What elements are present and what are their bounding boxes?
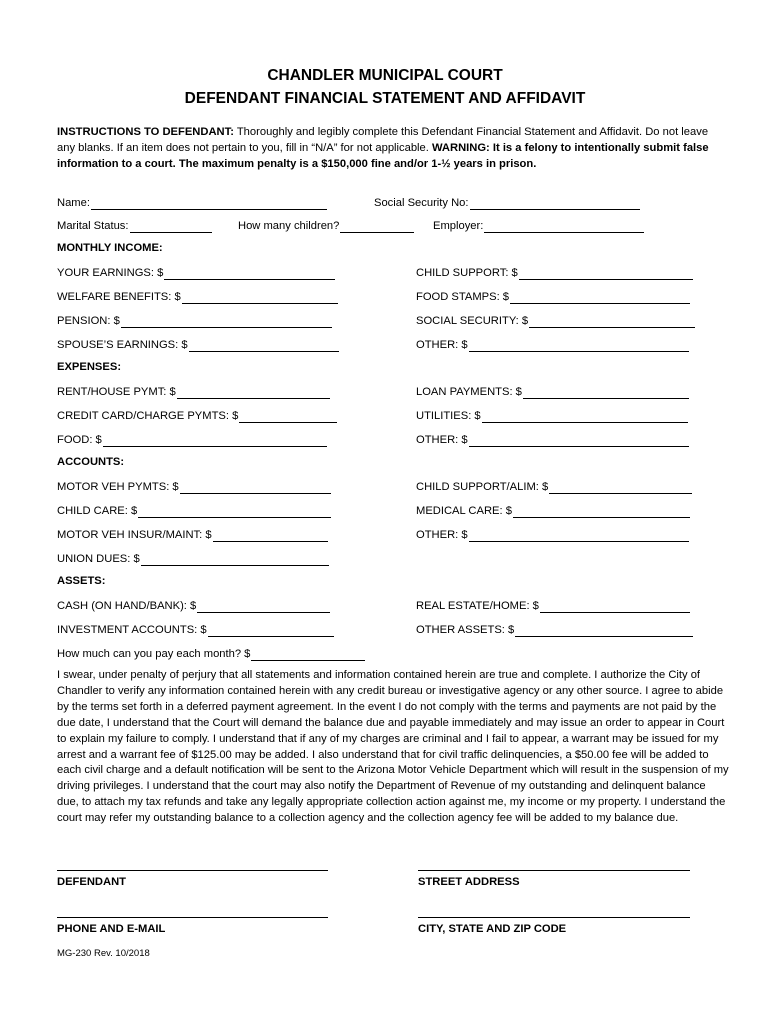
- account-other-label: OTHER: $: [416, 529, 468, 541]
- expense-rent-row: [57, 385, 330, 399]
- city-state-zip-line[interactable]: [418, 917, 690, 918]
- motor-insur-label: MOTOR VEH INSUR/MAINT: $: [57, 529, 212, 541]
- child-support-label: CHILD SUPPORT: $: [416, 267, 518, 279]
- earnings-label: YOUR EARNINGS: $: [57, 267, 164, 279]
- section-assets: ASSETS:: [57, 575, 106, 587]
- union-label: UNION DUES: $: [57, 553, 140, 565]
- marital-label: Marital Status:: [57, 220, 129, 232]
- asset-investment-row: [57, 623, 334, 637]
- section-accounts: ACCOUNTS:: [57, 456, 125, 468]
- phone-email-label: PHONE AND E-MAIL: [57, 923, 166, 935]
- ssn-row: [374, 196, 640, 210]
- section-expenses: EXPENSES:: [57, 361, 122, 373]
- investment-label: INVESTMENT ACCOUNTS: $: [57, 624, 207, 636]
- account-medical-row: [416, 504, 690, 518]
- income-pension-row: [57, 314, 332, 328]
- loan-label: LOAN PAYMENTS: $: [416, 386, 522, 398]
- social-security-field[interactable]: [529, 316, 695, 328]
- child-care-field[interactable]: [138, 506, 331, 518]
- motor-pymts-label: MOTOR VEH PYMTS: $: [57, 481, 179, 493]
- instructions-text: Thoroughly and legibly complete this Defendant Financial Statement and Affidavit. Do not leave any blanks. If an item does not pertain to you, fill in “N/A” for not applicable.: [57, 126, 709, 154]
- form-number: MG-230 Rev. 10/2018: [57, 948, 150, 959]
- asset-cash-row: [57, 599, 330, 613]
- welfare-label: WELFARE BENEFITS: $: [57, 291, 181, 303]
- income-other-field[interactable]: [469, 340, 689, 352]
- loan-field[interactable]: [523, 387, 689, 399]
- pension-label: PENSION: $: [57, 315, 120, 327]
- payment-row: [57, 647, 365, 661]
- account-child-care-row: [57, 504, 331, 518]
- children-label: How many children?: [238, 220, 340, 232]
- street-address-line[interactable]: [418, 870, 690, 871]
- asset-real-estate-row: [416, 599, 690, 613]
- expense-other-field[interactable]: [469, 435, 689, 447]
- social-security-label: SOCIAL SECURITY: $: [416, 315, 529, 327]
- asset-other-field[interactable]: [515, 625, 693, 637]
- payment-field[interactable]: [251, 649, 365, 661]
- instructions: [57, 124, 727, 172]
- spouse-field[interactable]: [189, 340, 339, 352]
- pension-field[interactable]: [121, 316, 332, 328]
- expense-food-row: [57, 433, 327, 447]
- earnings-field[interactable]: [164, 268, 335, 280]
- expense-other-row: [416, 433, 689, 447]
- union-field[interactable]: [141, 554, 329, 566]
- income-other-row: [416, 338, 689, 352]
- ssn-label: Social Security No:: [374, 197, 469, 209]
- welfare-field[interactable]: [182, 292, 338, 304]
- city-state-zip-label: CITY, STATE AND ZIP CODE: [418, 923, 567, 935]
- real-estate-label: REAL ESTATE/HOME: $: [416, 600, 539, 612]
- medical-field[interactable]: [513, 506, 690, 518]
- income-spouse-row: [57, 338, 339, 352]
- child-alim-label: CHILD SUPPORT/ALIM: $: [416, 481, 549, 493]
- utilities-field[interactable]: [482, 411, 688, 423]
- investment-field[interactable]: [208, 625, 334, 637]
- income-food-stamps-row: [416, 290, 690, 304]
- income-welfare-row: [57, 290, 338, 304]
- children-row: [238, 219, 414, 233]
- defendant-signature-line[interactable]: [57, 870, 328, 871]
- child-support-field[interactable]: [519, 268, 693, 280]
- medical-label: MEDICAL CARE: $: [416, 505, 512, 517]
- child-alim-field[interactable]: [549, 482, 692, 494]
- employer-label: Employer:: [433, 220, 484, 232]
- food-stamps-field[interactable]: [510, 292, 690, 304]
- credit-label: CREDIT CARD/CHARGE PYMTS: $: [57, 410, 239, 422]
- employer-row: [433, 219, 644, 233]
- child-care-label: CHILD CARE: $: [57, 505, 138, 517]
- income-child-support-row: [416, 266, 693, 280]
- employer-field[interactable]: [484, 221, 644, 233]
- name-row: [57, 196, 327, 210]
- marital-row: [57, 219, 212, 233]
- name-label: Name:: [57, 197, 90, 209]
- income-other-label: OTHER: $: [416, 339, 468, 351]
- children-field[interactable]: [340, 221, 414, 233]
- expense-credit-row: [57, 409, 337, 423]
- court-title: CHANDLER MUNICIPAL COURT: [267, 67, 503, 84]
- warning-text: WARNING: It is a felony to intentionally submit false information to a court. The maximum penalty is a $150,000 fine and/or 1-½ years in prison.: [57, 142, 709, 170]
- food-field[interactable]: [103, 435, 327, 447]
- asset-other-row: [416, 623, 693, 637]
- rent-label: RENT/HOUSE PYMT: $: [57, 386, 176, 398]
- spouse-label: SPOUSE’S EARNINGS: $: [57, 339, 188, 351]
- motor-insur-field[interactable]: [213, 530, 328, 542]
- section-income: MONTHLY INCOME:: [57, 242, 163, 254]
- expense-loan-row: [416, 385, 689, 399]
- perjury-statement: I swear, under penalty of perjury that all statements and information contained herein are true and complete. I authorize the City of Chandler to verify any information contained herein with any credit bureau or investigative agency or any other source. I agree to abide by the terms set forth in a deferred payment agreement. In the event I do not comply with the terms and payments are not paid by the due date, I understand that the Court will demand the balance due and payable immediately and may issue an order to appear in Court to explain my failure to comply. I understand that if any of my charges are criminal and I fail to appear, a warrant may be issued for my arrest and a warrant fee of $125.00 may be added. I also understand that for civil traffic delinquencies, a $50.00 fee will be added to each civil charge and a default notification will be sent to the Arizona Motor Vehicle Department which will result in the suspension of my driving privileges. I understand that the court may also notify the Department of Revenue of my outstanding and delinquent balance due, to attach my tax refunds and take any legally appropriate collection action against me, my income or my property. I understand the court may refer my outstanding balance to a collection agency and the collection agency fee will be added to my balance due.: [57, 669, 729, 825]
- phone-email-line[interactable]: [57, 917, 328, 918]
- expense-other-label: OTHER: $: [416, 434, 468, 446]
- account-child-alim-row: [416, 480, 692, 494]
- payment-label: How much can you pay each month? $: [57, 648, 251, 660]
- income-social-security-row: [416, 314, 695, 328]
- rent-field[interactable]: [177, 387, 330, 399]
- food-label: FOOD: $: [57, 434, 102, 446]
- income-earnings-row: [57, 266, 335, 280]
- street-address-label: STREET ADDRESS: [418, 876, 520, 888]
- account-other-row: [416, 528, 689, 542]
- account-union-row: [57, 552, 329, 566]
- account-motor-pymts-row: [57, 480, 331, 494]
- utilities-label: UTILITIES: $: [416, 410, 481, 422]
- expense-utilities-row: [416, 409, 688, 423]
- motor-pymts-field[interactable]: [180, 482, 331, 494]
- account-other-field[interactable]: [469, 530, 689, 542]
- real-estate-field[interactable]: [540, 601, 690, 613]
- marital-field[interactable]: [130, 221, 212, 233]
- name-field[interactable]: [91, 198, 327, 210]
- account-motor-insur-row: [57, 528, 328, 542]
- instructions-lead: INSTRUCTIONS TO DEFENDANT:: [57, 126, 234, 138]
- credit-field[interactable]: [239, 411, 337, 423]
- asset-other-label: OTHER ASSETS: $: [416, 624, 515, 636]
- cash-field[interactable]: [197, 601, 330, 613]
- form-title: DEFENDANT FINANCIAL STATEMENT AND AFFIDAVIT: [184, 90, 586, 107]
- cash-label: CASH (ON HAND/BANK): $: [57, 600, 197, 612]
- defendant-label: DEFENDANT: [57, 876, 126, 888]
- ssn-field[interactable]: [470, 198, 640, 210]
- food-stamps-label: FOOD STAMPS: $: [416, 291, 510, 303]
